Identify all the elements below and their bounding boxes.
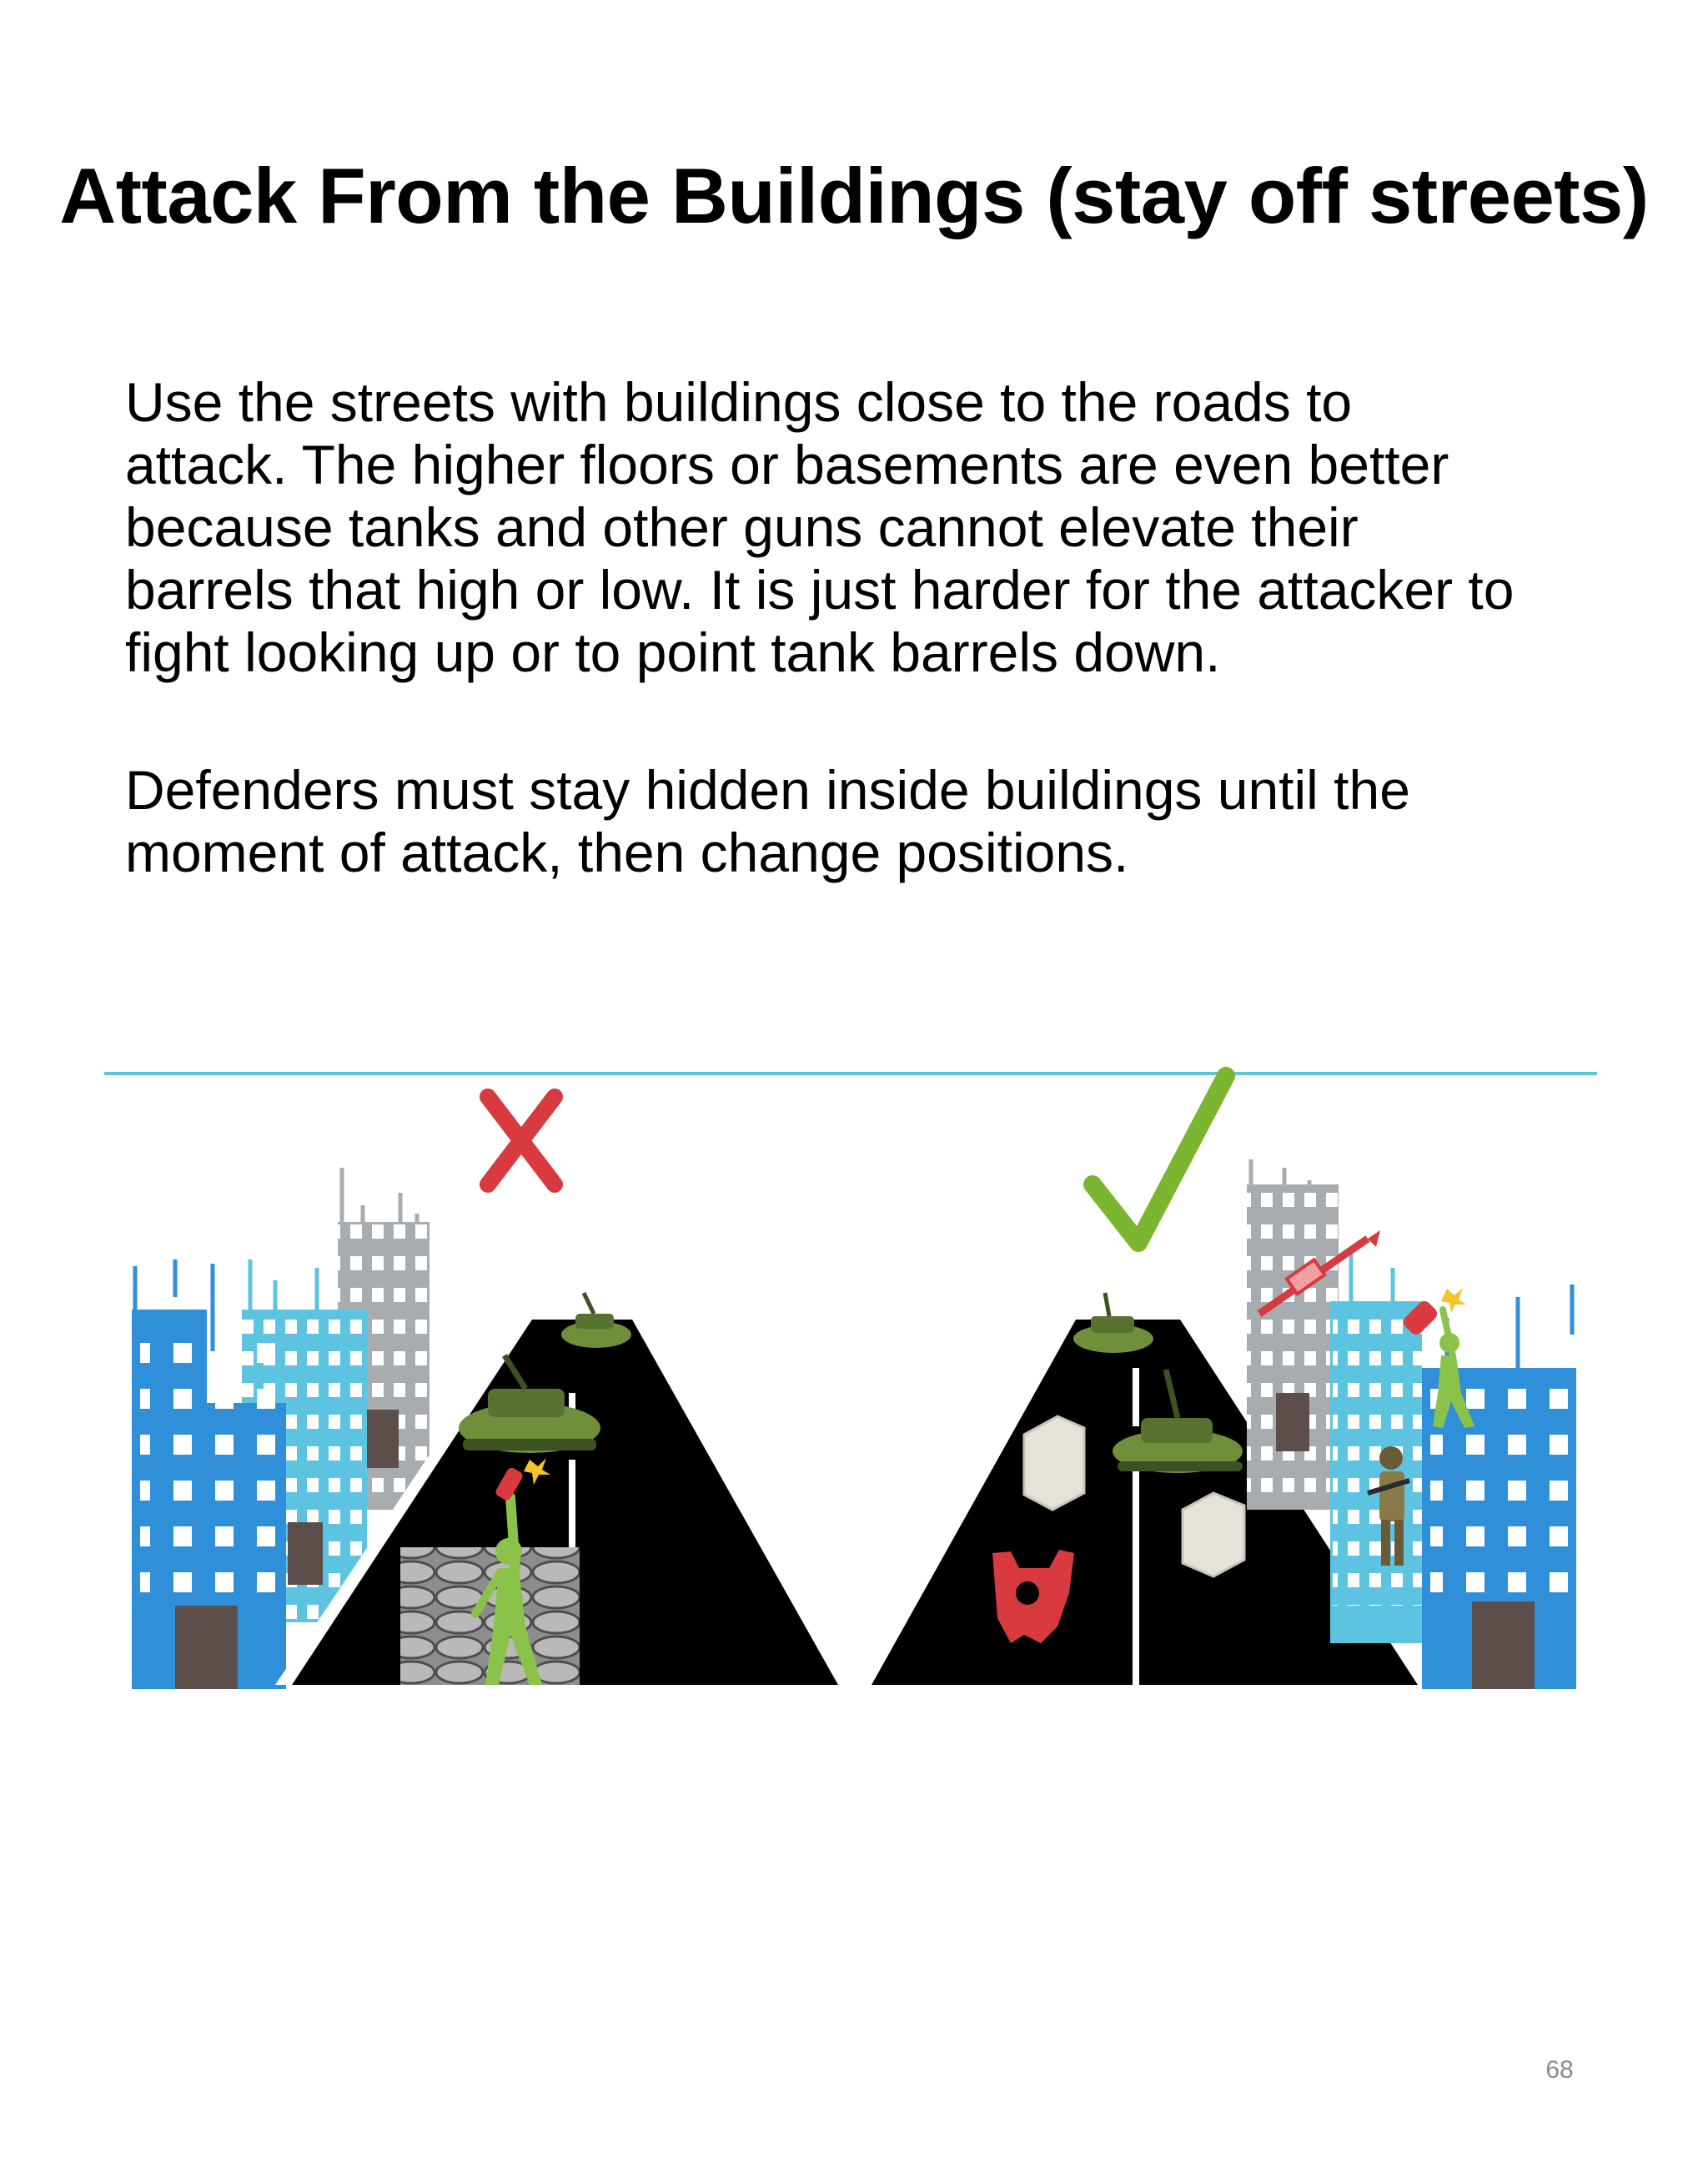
building-icon [1247,1159,1339,1510]
text-line: attack. The higher floors or basements are even better [125,434,1449,495]
concrete-block-icon [1024,1416,1084,1510]
concrete-block-icon [1183,1493,1244,1576]
text-line: Use the streets with buildings close to the roads to [125,371,1353,433]
text-line: fight looking up or to point tank barrels down. [125,621,1221,683]
text-line: because tanks and other guns cannot elevate their [125,496,1359,558]
body-paragraph-2 [125,759,1660,884]
text-line: Defenders must stay hidden inside buildings until the [125,759,1410,821]
body-paragraph-1 [125,371,1660,684]
check-mark-icon [1093,1076,1226,1243]
street-combat-illustration [0,1059,1708,1718]
x-mark-icon [488,1097,555,1184]
text-line: barrels that high or low. It is just harder for the attacker to [125,559,1515,621]
text-line: moment of attack, then change positions. [125,822,1129,883]
molotov-icon [1401,1288,1466,1337]
page-number: 68 [1545,2056,1574,2084]
building-icon [1330,1251,1424,1643]
page-title: Attack From the Buildings (stay off streets) [59,152,1649,239]
